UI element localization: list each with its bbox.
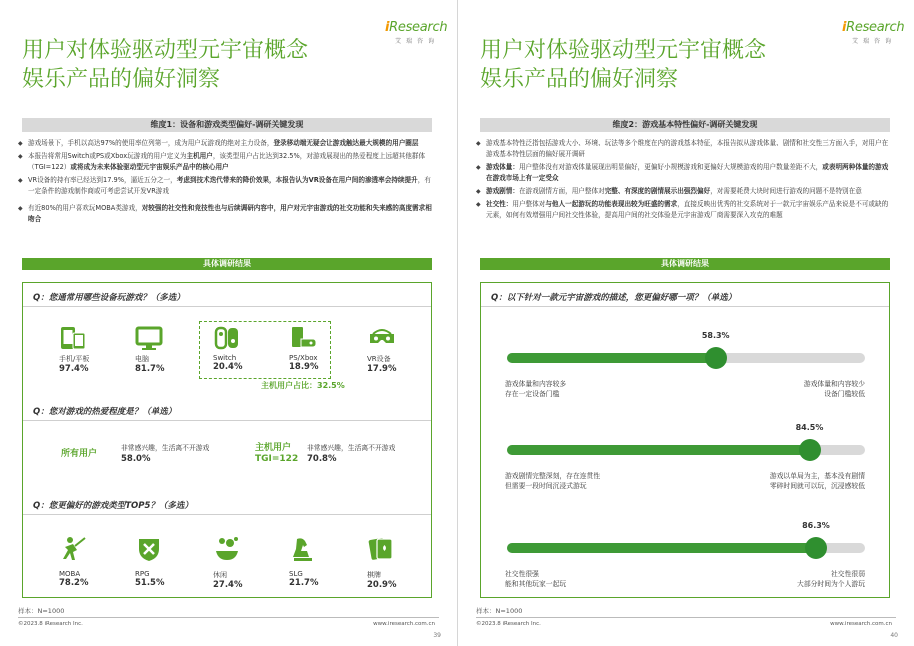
footer-divider xyxy=(476,617,896,618)
device-computer: 电脑 81.7% xyxy=(135,325,195,374)
group-console-users: 主机用户 TGI=122 xyxy=(255,443,299,464)
divider xyxy=(23,306,431,307)
finding-item: ◆ 本报告将常用Switch或PS或Xbox玩游戏的用户定义为主机用户，该类型用户占比达到32.5%，对游戏展现出的热爱程度上远超其他群体（TGI=122）或将成为未来体验驱动型元宇宙娱乐产品中的核心用户 xyxy=(18,151,436,173)
finding-item: ◆ 游戏场景下，手机以高达97%的使用率位列第一，成为用户玩游戏的绝对主力设备，登录移动端无疑会让游戏触达最大规模的用户圈层 xyxy=(18,138,436,149)
slider-track xyxy=(507,423,865,455)
survey-box xyxy=(480,282,890,598)
page-number: 39 xyxy=(433,632,441,639)
type-slg: SLG 21.7% xyxy=(289,535,349,588)
iresearch-logo: iResearch 艾瑞咨询 xyxy=(385,20,448,45)
slider-left-text: 游戏体量和内容较多 存在一定设备门槛 xyxy=(505,380,567,398)
page-number: 40 xyxy=(890,632,898,639)
site-url: www.iresearch.com.cn xyxy=(830,621,892,627)
main-user-share: 主机用户占比：32.5% xyxy=(261,381,345,390)
slider-left-text: 游戏剧情完整深刻，存在连贯性 但需要一段时间沉浸式游玩 xyxy=(505,472,601,490)
dimension-header: 维度2：游戏基本特性偏好-调研关键发现 xyxy=(480,118,890,132)
slider-knob xyxy=(805,537,827,559)
section-bar: 具体调研结果 xyxy=(480,258,890,270)
slider-fill xyxy=(507,353,716,363)
question-devices: Q：您通常用哪些设备玩游戏？（多选） xyxy=(33,293,185,303)
moba-icon xyxy=(59,535,87,563)
finding-item: ◆ VR设备的持有率已经达到17.9%，逼近五分之一，考虑到技术迭代带来的降价效果，本报告认为VR设备在用户间的渗透率会持续提升，有一定条件的游戏制作商或可考虑尝试开发VR游戏 xyxy=(18,175,436,197)
vr-icon xyxy=(367,325,397,351)
question-passion: Q：您对游戏的热爱程度是？（单选） xyxy=(33,407,177,417)
slg-icon xyxy=(289,535,317,563)
slider-track xyxy=(507,331,865,363)
source-note: 样本：N=1000 xyxy=(476,607,523,615)
switch-icon xyxy=(213,325,241,351)
slider-right-text: 游戏以单局为主，基本没有剧情 零碎时间就可以玩，沉浸感较低 xyxy=(769,472,865,490)
survey-box xyxy=(22,282,432,598)
section-bar: 具体调研结果 xyxy=(22,258,432,270)
computer-icon xyxy=(135,325,163,351)
page-right xyxy=(457,0,914,646)
device-switch: Switch 20.4% xyxy=(213,325,273,372)
type-casual: 休闲 27.4% xyxy=(213,535,273,590)
slider-row xyxy=(481,331,889,413)
type-moba: MOBA 78.2% xyxy=(59,535,119,588)
slider-row xyxy=(481,423,889,505)
finding-item: ◆ 游戏体量：用户整体没有对游戏体量展现出明显偏好，更偏好小规模游戏和更偏好大规模游戏的用户数量差距不大，或表明两种体量的游戏在游戏市场上有一定受众 xyxy=(476,162,894,184)
finding-item: ◆ 有近80%的用户喜欢玩MOBA类游戏，对较强的社交性和竞技性也与后续调研内容中，用户对元宇宙游戏的社交功能和失来感的高度需求相吻合 xyxy=(18,203,436,225)
slider-fill xyxy=(507,543,816,553)
page-title: 用户对体验驱动型元宇宙概念 娱乐产品的偏好洞察 xyxy=(480,38,767,92)
slider-track xyxy=(507,521,865,553)
dimension-header: 维度1：设备和游戏类型偏好-调研关键发现 xyxy=(22,118,432,132)
type-rpg: RPG 51.5% xyxy=(135,535,195,588)
slider-knob xyxy=(705,347,727,369)
page-title: 用户对体验驱动型元宇宙概念 娱乐产品的偏好洞察 xyxy=(22,38,309,92)
phone-icon xyxy=(59,325,87,351)
slider-percent: 84.5% xyxy=(795,423,824,432)
chess-icon xyxy=(367,535,395,563)
finding-item: ◆ 游戏基本特性泛指包括游戏大小、环境、玩法等多个维度在内的游戏基本特征，本报告拟从游戏体量、剧情和社交性三方面入手，对用户在游戏基本特性层面的偏好展开调研 xyxy=(476,138,894,160)
question-preference: Q：以下针对一款元宇宙游戏的描述，您更偏好哪一项？（单选） xyxy=(491,293,737,303)
slider-percent: 58.3% xyxy=(701,331,730,340)
passion-all-users: 非常感兴趣，生活离不开游戏 58.0% xyxy=(121,444,210,464)
passion-console-users: 非常感兴趣，生活离不开游戏 70.8% xyxy=(307,444,396,464)
slider-knob xyxy=(799,439,821,461)
slider-right-text: 社交性很弱 大部分时间为个人游玩 xyxy=(797,570,865,588)
divider xyxy=(481,306,889,307)
divider xyxy=(23,514,431,515)
type-chess: 棋牌 20.9% xyxy=(367,535,427,590)
finding-item: ◆ 社交性：用户整体对与他人一起游玩的功能表现出较为旺盛的需求，直接反映出优秀的社交系统对于一款元宇宙娱乐产品来说是不可或缺的元素，如何有效增强用户间社交性体验，提高用户间的社交体验是元宇宙游戏厂商需要深入攻克的难题 xyxy=(476,199,894,221)
site-url: www.iresearch.com.cn xyxy=(373,621,435,627)
slider-left-text: 社交性很强 能和其他玩家一起玩 xyxy=(505,570,567,588)
rpg-icon xyxy=(135,535,163,563)
device-phone: 手机/平板 97.4% xyxy=(59,325,119,374)
device-ps-xbox: PS/Xbox 18.9% xyxy=(289,325,349,372)
divider xyxy=(23,420,431,421)
copyright: ©2023.8 iResearch Inc. xyxy=(476,621,541,627)
slider-fill xyxy=(507,445,810,455)
key-findings xyxy=(476,138,894,223)
slider-right-text: 游戏体量和内容较少 设备门槛较低 xyxy=(803,380,865,398)
key-findings xyxy=(18,138,436,227)
slider-row xyxy=(481,521,889,603)
footer-divider xyxy=(18,617,439,618)
iresearch-logo: iResearch 艾瑞咨询 xyxy=(842,20,905,45)
copyright: ©2023.8 iResearch Inc. xyxy=(18,621,83,627)
device-vr: VR设备 17.9% xyxy=(367,325,427,374)
casual-icon xyxy=(213,535,241,563)
console-icon xyxy=(289,325,317,351)
source-note: 样本：N=1000 xyxy=(18,607,65,615)
group-all-users: 所有用户 xyxy=(61,449,98,459)
slider-percent: 86.3% xyxy=(802,521,830,530)
question-game-types: Q：您更偏好的游戏类型TOP5？（多选） xyxy=(33,501,193,511)
finding-item: ◆ 游戏剧情：在游戏剧情方面，用户整体对完整、有深度的剧情展示出强烈偏好，对需要耗费大块时间进行游戏的问题不是特别在意 xyxy=(476,186,894,197)
